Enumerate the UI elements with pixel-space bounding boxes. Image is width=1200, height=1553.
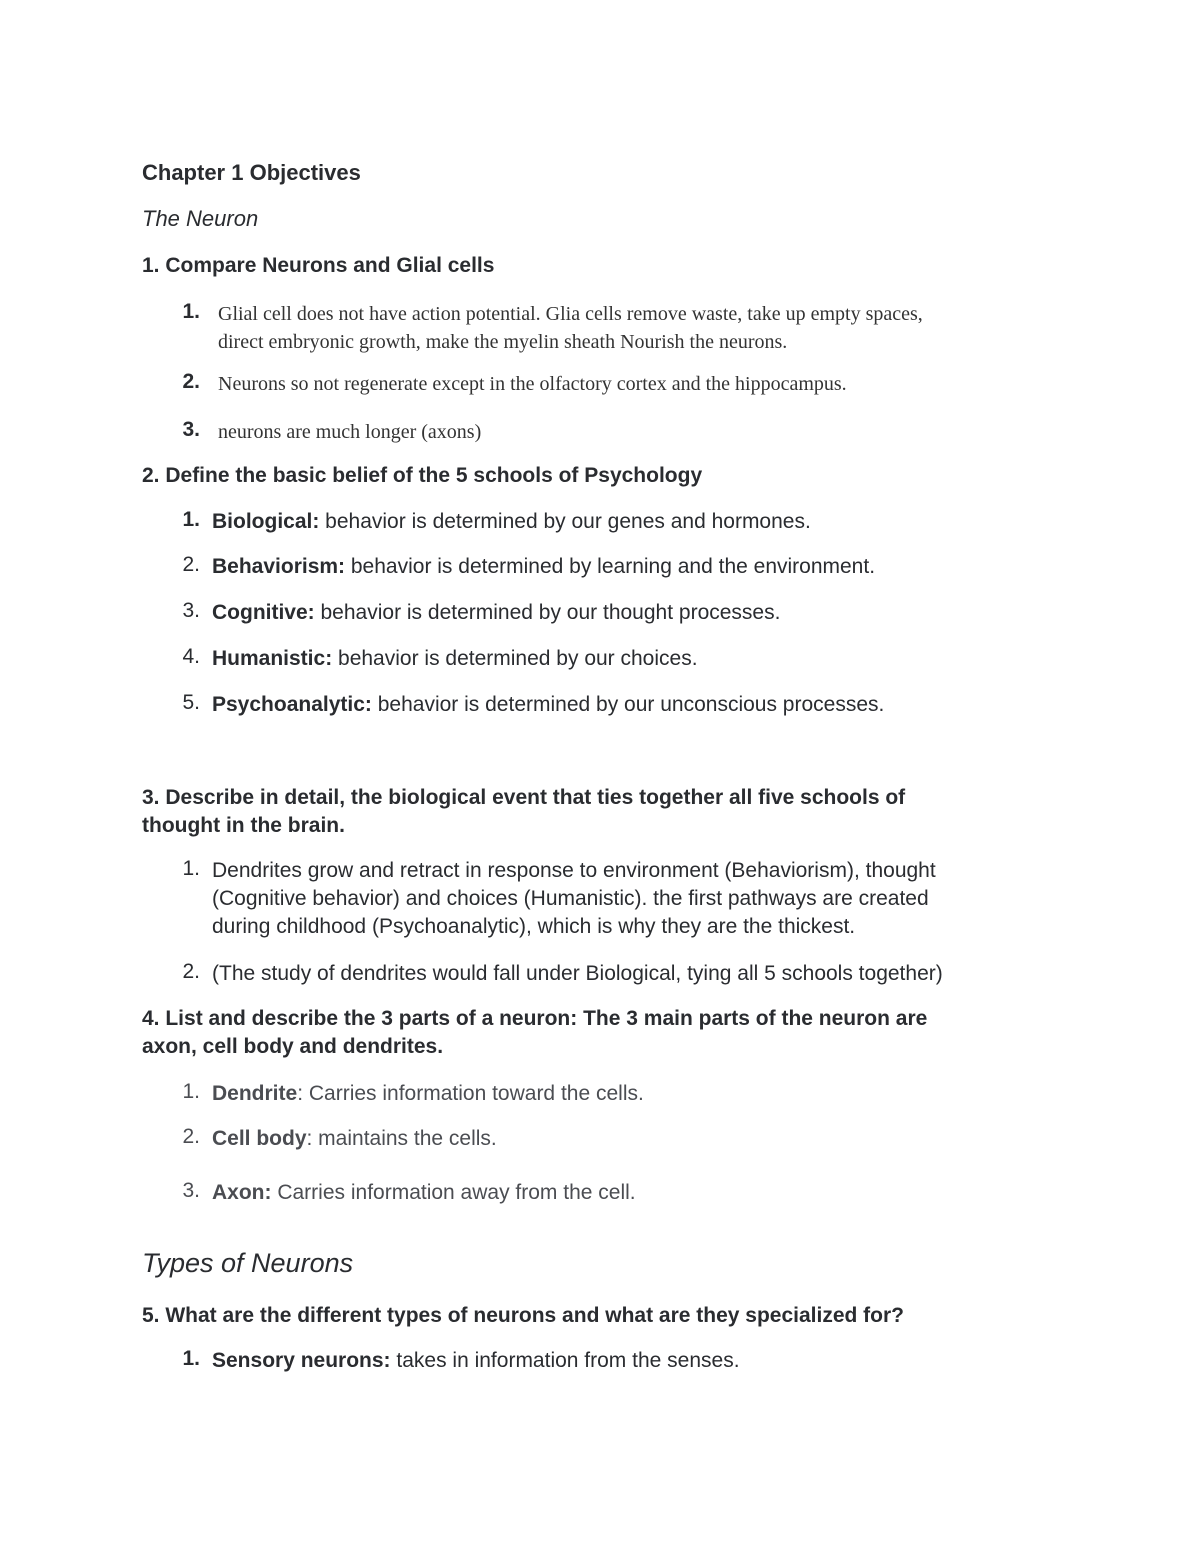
q4-item-1-number: 1.: [182, 1080, 200, 1103]
q2-item-4-number: 4.: [182, 645, 200, 668]
q4-item-3: [212, 1179, 636, 1207]
q1-item-3-number: 3.: [182, 418, 200, 441]
q2-item-1-number: 1.: [182, 508, 200, 531]
q3-item-1-line-3: during childhood (Psychoanalytic), which is why they are the thickest.: [212, 915, 856, 938]
question-4-heading-line-2: axon, cell body and dendrites.: [142, 1035, 444, 1058]
q1-item-1-line-1: Glial cell does not have action potential. Glia cells remove waste, take up empty spaces,: [218, 303, 923, 325]
q1-item-2-number: 2.: [182, 370, 200, 393]
q4-item-2-term: Cell body: [212, 1127, 307, 1150]
q4-item-2: [212, 1125, 497, 1153]
q2-item-3-number: 3.: [182, 599, 200, 622]
q4-item-3-term: Axon:: [212, 1181, 272, 1204]
q2-item-3-text: behavior is determined by our thought processes.: [314, 601, 781, 624]
q3-item-2-text: (The study of dendrites would fall under Biological, tying all 5 schools together): [212, 962, 943, 985]
q2-item-2: [212, 553, 875, 581]
q2-item-2-number: 2.: [182, 553, 200, 576]
section-subtitle: The Neuron: [142, 206, 259, 231]
q2-item-4-term: Humanistic:: [212, 647, 333, 670]
q2-item-5: [212, 691, 884, 719]
q2-item-1: [212, 508, 811, 536]
q2-item-4-text: behavior is determined by our choices.: [332, 647, 698, 670]
q3-item-1-number: 1.: [182, 857, 200, 880]
q3-item-1-line-2: (Cognitive behavior) and choices (Humanistic). the first pathways are created: [212, 887, 929, 910]
q1-item-2-text: Neurons so not regenerate except in the olfactory cortex and the hippocampus.: [218, 373, 847, 395]
q1-item-1-number: 1.: [182, 300, 200, 323]
question-3-heading-line-1: 3. Describe in detail, the biological event that ties together all five schools of: [142, 786, 906, 809]
question-1-heading: 1. Compare Neurons and Glial cells: [142, 254, 495, 277]
q4-item-1-term: Dendrite: [212, 1082, 298, 1105]
section-heading-types-of-neurons: Types of Neurons: [142, 1248, 354, 1278]
q4-item-3-text: Carries information away from the cell.: [271, 1181, 636, 1204]
question-5-heading: 5. What are the different types of neurons and what are they specialized for?: [142, 1304, 904, 1327]
q1-item-1-line-2: direct embryonic growth, make the myelin sheath Nourish the neurons.: [218, 331, 788, 353]
q2-item-3: [212, 599, 780, 627]
q2-item-2-text: behavior is determined by learning and the environment.: [345, 555, 876, 578]
q2-item-5-number: 5.: [182, 691, 200, 714]
q4-item-1-text: : Carries information toward the cells.: [297, 1082, 644, 1105]
q2-item-2-term: Behaviorism:: [212, 555, 346, 578]
q2-item-1-term: Biological:: [212, 510, 320, 533]
q5-item-1-number: 1.: [182, 1347, 200, 1370]
q4-item-2-text: : maintains the cells.: [306, 1127, 497, 1150]
q3-item-1-line-1: Dendrites grow and retract in response to environment (Behaviorism), thought: [212, 859, 936, 882]
q4-item-3-number: 3.: [182, 1179, 200, 1202]
page-title: Chapter 1 Objectives: [142, 160, 361, 185]
q5-item-1-term: Sensory neurons:: [212, 1349, 391, 1372]
q2-item-4: [212, 645, 698, 673]
q2-item-3-term: Cognitive:: [212, 601, 315, 624]
question-3-heading-line-2: thought in the brain.: [142, 814, 345, 837]
q2-item-1-text: behavior is determined by our genes and hormones.: [319, 510, 811, 533]
q4-item-2-number: 2.: [182, 1125, 200, 1148]
q2-item-5-term: Psychoanalytic:: [212, 693, 372, 716]
q5-item-1-text: takes in information from the senses.: [390, 1349, 740, 1372]
q2-item-5-text: behavior is determined by our unconscious processes.: [371, 693, 885, 716]
q3-item-2-number: 2.: [182, 960, 200, 983]
q4-item-1: [212, 1080, 644, 1108]
q5-item-1: [212, 1347, 740, 1375]
q1-item-3-text: neurons are much longer (axons): [218, 421, 482, 443]
question-2-heading: 2. Define the basic belief of the 5 schools of Psychology: [142, 464, 703, 487]
question-4-heading-line-1: 4. List and describe the 3 parts of a neuron: The 3 main parts of the neuron are: [142, 1007, 928, 1030]
